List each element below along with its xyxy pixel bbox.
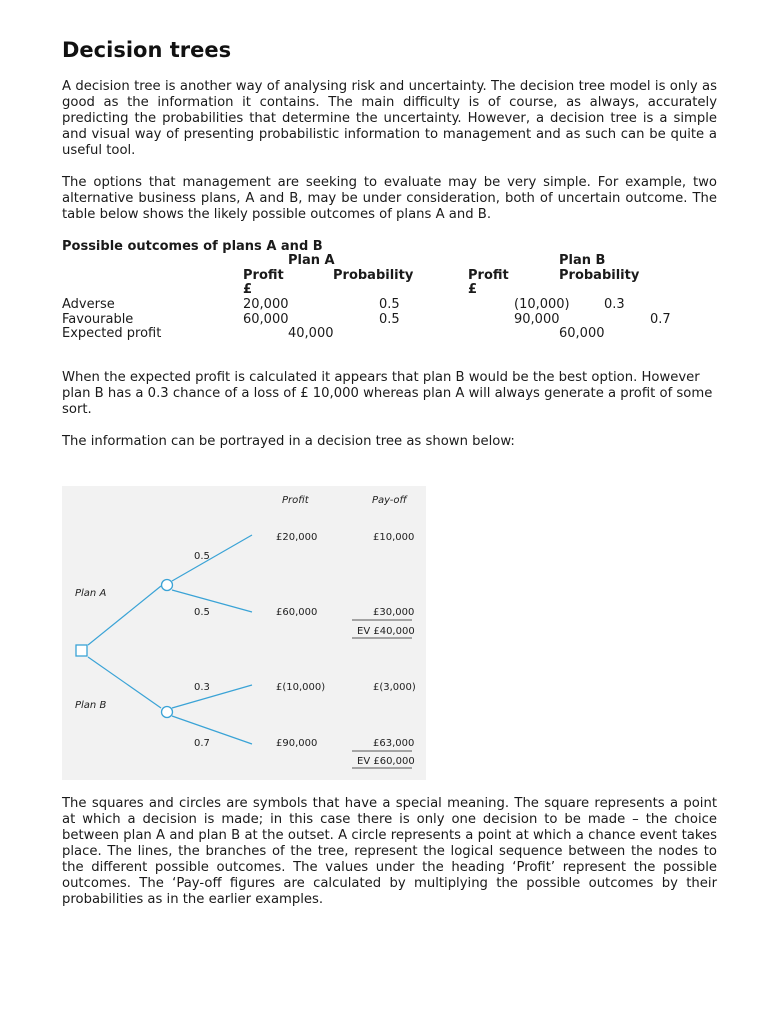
tree-payoff-header: Pay-off <box>372 495 407 506</box>
plan-a-probability-header: Probability <box>333 268 414 283</box>
branch-b-adverse <box>172 685 252 708</box>
tree-profit-b-favourable: £90,000 <box>276 738 318 749</box>
plan-a-header: Plan A <box>288 253 335 268</box>
tree-prob-a-favourable: 0.5 <box>194 607 210 618</box>
chance-node-plan-a <box>162 580 173 591</box>
row-adverse-a-profit: 20,000 <box>243 297 289 312</box>
row-adverse-a-prob: 0.5 <box>379 297 400 312</box>
branch-a-adverse <box>172 535 252 581</box>
decision-tree-figure <box>62 486 426 780</box>
tree-plan-a-label: Plan A <box>75 588 107 599</box>
portrayed-paragraph: The information can be portrayed in a decision tree as shown below: <box>62 434 515 449</box>
tree-payoff-b-favourable: £63,000 <box>373 738 415 749</box>
expected-profit-a: 40,000 <box>288 326 334 341</box>
row-favourable-b-prob: 0.7 <box>650 312 671 327</box>
plan-b-header: Plan B <box>559 253 606 268</box>
page-title: Decision trees <box>62 38 232 62</box>
tree-payoff-a-adverse: £10,000 <box>373 532 415 543</box>
tree-ev-b: EV £60,000 <box>357 756 415 767</box>
tree-ev-a: EV £40,000 <box>357 626 415 637</box>
tree-payoff-b-adverse: £(3,000) <box>373 682 416 693</box>
options-paragraph: The options that management are seeking to evaluate may be very simple. For example, two alternative business plans, A and B, may be under consideration, both of uncertain outcome. The table below shows the likely possible outcomes of plans A and B. <box>62 175 717 222</box>
row-adverse-label: Adverse <box>62 297 115 312</box>
tree-profit-header: Profit <box>282 495 309 506</box>
row-adverse-b-profit: (10,000) <box>514 297 570 312</box>
tree-prob-b-adverse: 0.3 <box>194 682 210 693</box>
tree-profit-b-adverse: £(10,000) <box>276 682 326 693</box>
tree-profit-a-favourable: £60,000 <box>276 607 318 618</box>
expected-profit-label: Expected profit <box>62 326 162 341</box>
tree-prob-b-favourable: 0.7 <box>194 738 210 749</box>
row-favourable-a-profit: 60,000 <box>243 312 289 327</box>
symbols-paragraph: The squares and circles are symbols that have a special meaning. The square represents a point at which a decision is made; in this case there is only one decision to be made – the choice between plan A and plan B at the outset. A circle represents a point at which a chance event takes place. The lines, the branches of the tree, represent the logical sequence between the nodes to the different possible outcomes. The values under the heading ‘Profit’ represent the possible outcomes. The ‘Pay-off figures are calculated by multiplying the possible outcomes by their probabilities as in the earlier examples. <box>62 796 717 907</box>
tree-prob-a-adverse: 0.5 <box>194 551 210 562</box>
decision-tree-svg <box>62 486 426 780</box>
row-favourable-a-prob: 0.5 <box>379 312 400 327</box>
row-favourable-b-profit: 90,000 <box>514 312 560 327</box>
row-adverse-b-prob: 0.3 <box>604 297 625 312</box>
row-favourable-label: Favourable <box>62 312 134 327</box>
plan-a-profit-header: Profit <box>243 268 284 283</box>
intro-paragraph: A decision tree is another way of analysing risk and uncertainty. The decision tree model is only as good as the information it contains. The main difficulty is of course, as always, accurately predicting the probabilities that determine the uncertainty. However, a decision tree is a simple and visual way of presenting probabilistic information to management and as such can be quite a useful tool. <box>62 79 717 158</box>
expected-profit-b: 60,000 <box>559 326 605 341</box>
tree-payoff-a-favourable: £30,000 <box>373 607 415 618</box>
branch-b-favourable <box>172 716 252 744</box>
plan-b-probability-header: Probability <box>559 268 640 283</box>
tree-plan-b-label: Plan B <box>75 700 107 711</box>
table-caption: Possible outcomes of plans A and B <box>62 239 323 254</box>
expected-paragraph: When the expected profit is calculated it appears that plan B would be the best option. However plan B has a 0.3 chance of a loss of £ 10,000 whereas plan A will always generate a profit of some sort. <box>62 370 713 417</box>
branch-a-favourable <box>172 590 252 612</box>
plan-b-currency: £ <box>468 282 478 297</box>
chance-node-plan-b <box>162 707 173 718</box>
plan-b-profit-header: Profit <box>468 268 509 283</box>
plan-a-currency: £ <box>243 282 253 297</box>
tree-profit-a-adverse: £20,000 <box>276 532 318 543</box>
decision-node-square <box>76 645 87 656</box>
